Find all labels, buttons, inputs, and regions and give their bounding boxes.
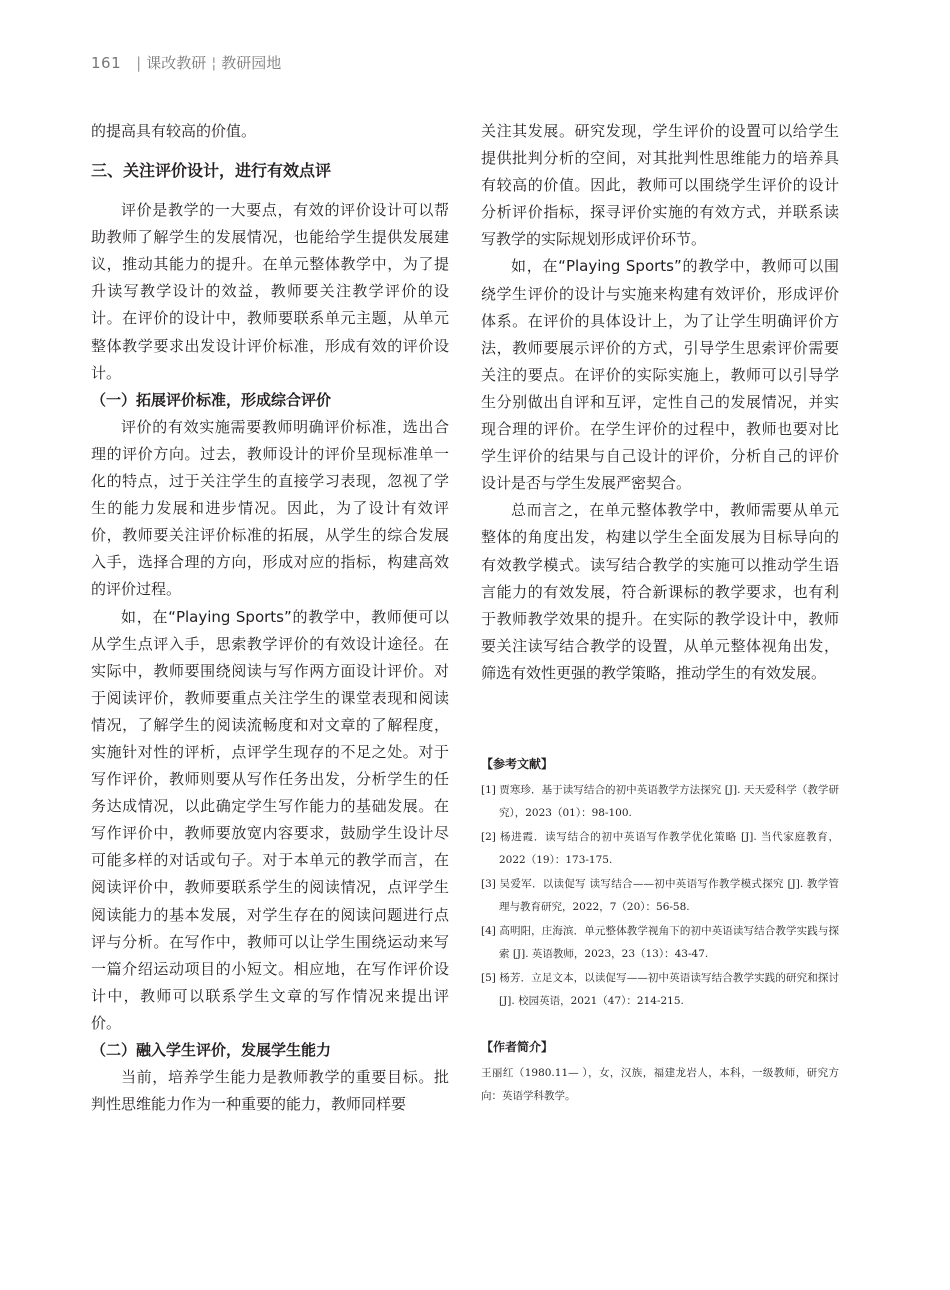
header-divider-dotted: ¦ [211, 54, 217, 72]
reference-item: [4] 高明阳，庄海滨．单元整体教学视角下的初中英语读写结合教学实践与探索 [J]. 英语教师，2023，23（13）：43-47. [481, 924, 839, 961]
header-divider: | [136, 54, 142, 72]
body-paragraph: 如，在“Playing Sports”的教学中，教师便可以从学生点评入手，思索教学评价的有效设计途径。在实际中，教师要围绕阅读与写作两方面设计评价。对于阅读评价，教师要重点关注学生的课堂表现和阅读情况，了解学生的阅读流畅度和对文章的了解程度，实施针对性的评析，点评学生现存的不足之处。对于写作评价，教师则要从写作任务出发，分析学生的任务达成情况，以此确定学生写作能力的基础发展。在写作评价中，教师要放宽内容要求，鼓励学生设计尽可能多样的对话或句子。对于本单元的教学而言，在阅读评价中，教师要联系学生的阅读情况，点评学生阅读能力的基本发展，对学生存在的阅读问题进行点评与分析。在写作中，教师可以让学生围绕运动来写一篇介绍运动项目的小短文。相应地，在写作评价设计中，教师可以联系学生文章的写作情况来提出评价。 [91, 607, 449, 1032]
body-paragraph: 当前，培养学生能力是教师教学的重要目标。批判性思维能力作为一种重要的能力，教师同样要 [91, 1068, 449, 1114]
reference-item: [2] 杨进霞．读写结合的初中英语写作教学优化策略 [J]. 当代家庭教育，2022（19）：173-175. [481, 830, 839, 867]
body-paragraph: 总而言之，在单元整体教学中，教师需要从单元整体的角度出发，构建以学生全面发展为目标导向的有效教学模式。读写结合教学的实施可以推动学生语言能力的有效发展，符合新课标的教学要求，也有利于教师教学效果的提升。在实际的教学设计中，教师要关注读写结合教学的设置，从单元整体视角出发，筛选有效性更强的教学策略，推动学生的有效发展。 [481, 501, 839, 682]
body-paragraph: 评价的有效实施需要教师明确评价标准，选出合理的评价方向。过去，教师设计的评价呈现标准单一化的特点，过于关注学生的直接学习表现，忽视了学生的能力发展和进步情况。因此，为了设计有效评价，教师要关注评价标准的拓展，从学生的综合发展入手，选择合理的方向，形成对应的指标，构建高效的评价过程。 [91, 417, 449, 599]
continued-paragraph: 关注其发展。研究发现，学生评价的设置可以给学生提供批判分析的空间，对其批判性思维能力的培养具有较高的价值。因此，教师可以围绕学生评价的设计分析评价指标，探寻评价实施的有效方式，并联系读写教学的实际规划形成评价环节。 [481, 122, 839, 249]
author-bio-text: 王丽红（1980.11— ），女，汉族，福建龙岩人，本科，一级教师，研究方向：英语学科教学。 [481, 1066, 839, 1103]
running-head [91, 52, 281, 73]
right-column [481, 118, 839, 1109]
subsection-heading: （二）融入学生评价，发展学生能力 [91, 1041, 332, 1059]
body-paragraph: 如，在“Playing Sports”的教学中，教师可以围绕学生评价的设计与实施来构建有效评价，形成评价体系。在评价的具体设计上，为了让学生明确评价方法，教师要展示评价的方式，引导学生思索评价需要关注的要点。在评价的实际实施上，教师可以引导学生分别做出自评和互评，定性自己的发展情况，并实现合理的评价。在学生评价的过程中，教师也要对比学生评价的结果与自己设计的评价，分析自己的评价设计是否与学生发展严密契合。 [481, 257, 839, 493]
reference-item: [3] 吴爱军．以读促写 读写结合——初中英语写作教学模式探究 [J]. 教学管理与教育研究，2022，7（20）：56-58. [481, 877, 839, 914]
section-heading: 三、关注评价设计，进行有效点评 [91, 161, 332, 181]
references-section [481, 755, 839, 1014]
subsection-heading: （一）拓展评价标准，形成综合评价 [91, 390, 332, 409]
page-number: 161 [91, 54, 122, 72]
reference-item: [1] 贾寒珍．基于读写结合的初中英语教学方法探究 [J]. 天天爱科学（教学研究），2023（01）：98-100. [481, 783, 839, 820]
reference-item: [5] 杨芳．立足文本，以读促写——初中英语读写结合教学实践的研究和探讨 [J]. 校园英语，2021（47）：214-215. [481, 971, 839, 1008]
section-label: 课改教研 [146, 54, 207, 72]
references-title: 【参考文献】 [481, 756, 554, 771]
left-column [91, 118, 449, 1118]
continued-paragraph: 的提高具有较高的价值。 [91, 122, 257, 140]
author-bio-title: 【作者简介】 [481, 1039, 554, 1054]
body-paragraph: 评价是教学的一大要点，有效的评价设计可以帮助教师了解学生的发展情况，也能给学生提供发展建议，推动其能力的提升。在单元整体教学中，为了提升读写教学设计的效益，教师要关注教学评价的设计。在评价的设计中，教师要联系单元主题，从单元整体教学要求出发设计评价标准，形成有效的评价设计。 [91, 201, 449, 382]
subsection-label: 教研园地 [221, 54, 282, 72]
